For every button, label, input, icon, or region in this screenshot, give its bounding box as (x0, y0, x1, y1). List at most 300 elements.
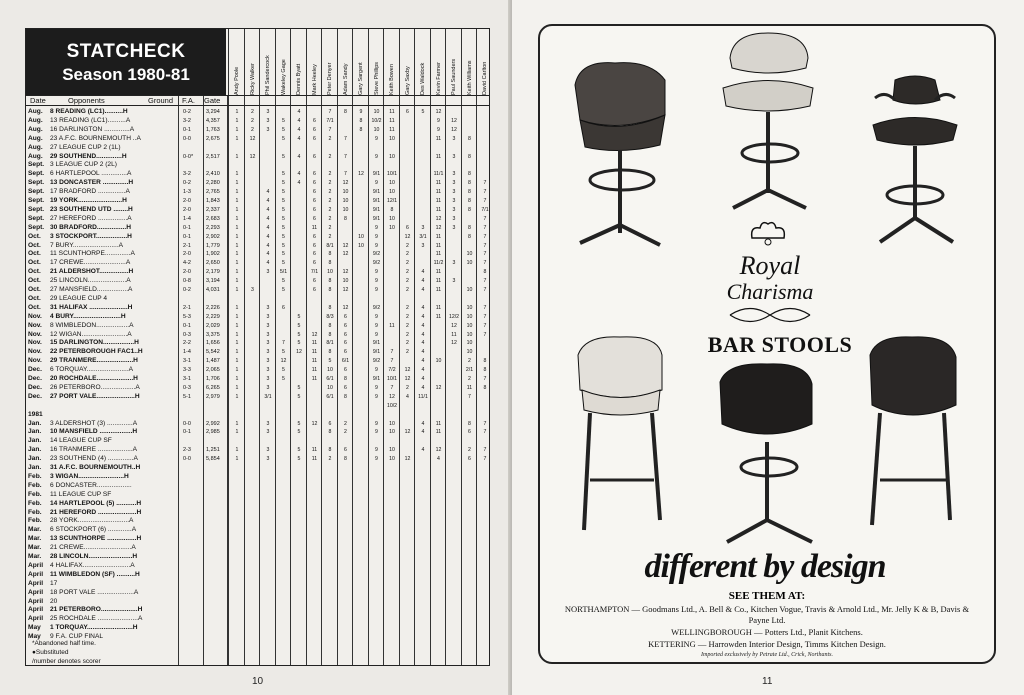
shirt-number: 7 (483, 198, 487, 204)
bar-stool-image-6 (862, 335, 962, 530)
shirt-number: 10 (466, 349, 473, 356)
shirt-number: 8 (344, 215, 347, 222)
match-gate: 2,985 (206, 429, 220, 436)
shirt-number: 3 (266, 420, 270, 427)
shirt-number: 10/1 (386, 171, 398, 178)
shirt-number: 10 (466, 313, 473, 320)
shirt-number: 10 (389, 456, 395, 463)
shirt-number: 6 (313, 171, 316, 178)
shirt-number: 5 (297, 322, 301, 329)
player-column-line (259, 29, 260, 665)
shirt-number: 7 (483, 180, 487, 187)
shirt-number: 11 (311, 456, 318, 463)
match-opponent: 16 DARLINGTON ..............A (50, 125, 135, 133)
match-opponent: 6 DONCASTER................... (50, 481, 132, 489)
brand-name-royal: Royal (739, 251, 801, 280)
player-column-line (430, 29, 431, 665)
match-score: 0-1 (183, 126, 191, 133)
shirt-number: 8 (328, 287, 332, 293)
shirt-number: 8 (328, 251, 332, 258)
shirt-number: 2 (328, 224, 332, 231)
player-column-line (275, 29, 276, 665)
match-opponent: 8 READING (LC1)..........H (50, 108, 128, 115)
match-opponent: 13 READING (LC1)..........A (50, 116, 131, 124)
match-gate: 4,357 (206, 117, 220, 124)
match-month: Nov. (28, 339, 42, 347)
shirt-number: 8/1 (326, 340, 334, 347)
match-month: Sept. (28, 179, 45, 187)
match-month: Oct. (28, 286, 41, 293)
shirt-number: 11 (389, 322, 395, 329)
shirt-number: 12 (342, 304, 349, 311)
shirt-number: 8/1 (326, 242, 334, 249)
shirt-number: 10 (389, 180, 395, 187)
shirt-number: 5 (282, 117, 285, 124)
shirt-number: 11 (435, 251, 442, 258)
match-score: 0-1 (183, 322, 191, 329)
match-month: Sept. (28, 188, 45, 196)
shirt-number: 7 (390, 384, 394, 391)
shirt-number: 5 (297, 447, 301, 454)
shirt-number: 2 (406, 251, 409, 258)
shirt-number: 9 (375, 233, 378, 240)
shirt-number: 7 (328, 109, 332, 115)
match-opponent: 28 YORK............................A (50, 517, 134, 525)
match-gate: 1,656 (206, 340, 220, 347)
match-month: April (28, 570, 44, 578)
shirt-number: 6 (468, 456, 471, 463)
shirt-number: 8 (328, 260, 332, 267)
shirt-number: 12 (311, 331, 318, 338)
shirt-number: 4 (266, 224, 270, 231)
player-name (416, 33, 427, 95)
shirt-number: 7 (483, 260, 487, 267)
player-name-text: Peter Denyer (327, 62, 333, 95)
match-month: Sept. (28, 205, 45, 213)
shirt-number: 11 (389, 117, 395, 124)
shirt-number: 9/2 (372, 304, 381, 311)
player-column-line (337, 29, 338, 665)
shirt-number: 12 (435, 384, 442, 391)
footnotes (32, 639, 101, 666)
shirt-number: 12 (311, 420, 318, 427)
match-gate: 2,765 (206, 189, 220, 196)
shirt-number: 12 (404, 233, 411, 240)
player-name (323, 33, 334, 95)
shirt-number: 7 (483, 224, 487, 231)
match-opponent: 9 F.A. CUP FINAL (50, 633, 104, 641)
shirt-number: 12 (342, 269, 349, 276)
shirt-number: 6 (344, 340, 347, 347)
match-gate: 2,293 (206, 224, 220, 231)
shirt-number: 11 (311, 358, 318, 365)
match-month: Aug. (28, 108, 43, 115)
shirt-number: 1 (235, 153, 239, 160)
player-name (261, 33, 272, 95)
shirt-number: 6 (468, 429, 471, 436)
match-month: April (28, 561, 44, 569)
shirt-number: 1 (235, 331, 239, 338)
stockists-northampton: NORTHAMPTON — Goodmans Ltd., A. Bell & Co., Kitchen Vogue, Travis & Arnold Ltd., Mr. Jelly K & B, Davis & Payne Ltd. (564, 604, 970, 625)
shirt-number: 1 (235, 171, 239, 178)
shirt-number: 4 (297, 180, 301, 187)
shirt-number: 3 (266, 304, 270, 311)
shirt-number: 2 (328, 233, 332, 240)
shirt-number: 12 (404, 456, 411, 463)
match-month: Sept. (28, 214, 45, 222)
match-opponent: 17 BRADFORD ...............A (50, 188, 130, 196)
shirt-number: 6 (344, 331, 347, 338)
shirt-number: 4 (297, 171, 301, 178)
shirt-number: 4 (421, 331, 425, 338)
shirt-number: 7 (483, 313, 487, 320)
shirt-number: 11 (435, 278, 442, 285)
match-score: 0-2 (183, 287, 191, 293)
match-month: Nov. (28, 330, 42, 338)
shirt-number: 2 (344, 429, 347, 436)
shirt-number: 4 (266, 242, 270, 249)
player-name (292, 33, 303, 95)
shirt-number: 12 (342, 251, 349, 258)
match-month: Dec. (28, 383, 42, 391)
match-gate: 2,650 (206, 260, 220, 267)
match-opponent: 26 PETERBORO...................A (50, 383, 140, 391)
match-score: 0-0* (183, 153, 194, 160)
shirt-number: 1 (235, 367, 239, 374)
match-opponent: 20 ROCHDALE....................H (50, 375, 138, 382)
shirt-number: 9/1 (372, 349, 381, 356)
match-opponent: 10 MANSFIELD ..................H (50, 428, 138, 436)
player-name-text: Phil Sandercock (265, 55, 271, 95)
shirt-number: 3 (452, 206, 456, 213)
shirt-number: 5 (282, 233, 285, 240)
match-opponent: 25 LINCOLN.....................A (50, 277, 131, 285)
match-month: Oct. (28, 232, 41, 240)
shirt-number: 12 (451, 126, 457, 133)
shirt-number: 11 (389, 109, 395, 115)
see-them-heading: SEE THEM AT: (728, 590, 806, 602)
match-opponent: 23 SOUTHEND (4) ..............A (50, 455, 138, 463)
shirt-number: 1 (235, 358, 239, 365)
shirt-number: 10 (342, 198, 349, 204)
shirt-number: 10/2 (371, 117, 382, 124)
match-gate: 2,992 (206, 420, 220, 427)
match-opponent: 29 SOUTHEND..............H (50, 152, 127, 160)
shirt-number: 7 (483, 215, 487, 222)
shirt-number: 4 (421, 447, 425, 454)
shirt-number: 2 (406, 340, 409, 347)
shirt-number: 6 (406, 109, 409, 115)
match-gate: 2,226 (206, 304, 220, 311)
match-opponent: 31 HALIFAX .....................H (50, 303, 133, 311)
shirt-number: 10 (466, 322, 473, 329)
shirt-number: 10 (327, 269, 333, 276)
match-score: 2-0 (183, 269, 191, 276)
shirt-number: 7/1 (326, 117, 334, 124)
shirt-number: 8 (344, 109, 347, 115)
shirt-number: 1 (235, 447, 239, 454)
shirt-number: 7 (390, 349, 394, 356)
shirt-number: 12 (389, 393, 395, 400)
bar-stool-image-3 (865, 70, 965, 250)
shirt-number: 3 (266, 269, 270, 276)
shirt-number: 10 (389, 447, 395, 454)
player-column-line (445, 29, 446, 665)
shirt-number: 4 (266, 198, 270, 204)
player-name-text: Paul Saunders (451, 58, 457, 95)
shirt-number: 11 (435, 304, 442, 311)
shirt-number: 5 (282, 180, 285, 187)
shirt-number: 10 (466, 304, 473, 311)
shirt-number: 12 (435, 215, 442, 222)
shirt-number: 12 (342, 287, 349, 293)
shirt-number: 11 (311, 340, 318, 347)
shirt-number: 4 (421, 287, 425, 293)
shirt-number: 3 (452, 171, 456, 178)
shirt-number: 2 (344, 420, 347, 427)
shirt-number: 9/1 (372, 215, 381, 222)
match-month: Dec. (28, 375, 42, 382)
shirt-number: 10 (342, 278, 349, 285)
shirt-number: 3 (452, 189, 456, 196)
shirt-number: 12 (404, 367, 411, 374)
match-opponent: 14 LEAGUE CUP SF (50, 437, 112, 445)
shirt-number: 3 (452, 260, 456, 267)
shirt-number: 11 (435, 233, 442, 240)
match-month: Nov. (28, 357, 42, 365)
match-gate: 4,031 (206, 287, 220, 293)
importer-note: Imported exclusively by Petrate Ltd., Crick, Northants. (701, 652, 833, 658)
match-opponent: 23 A.F.C. BOURNEMOUTH ..A (50, 134, 141, 142)
shirt-number: 11 (435, 189, 442, 196)
match-month: May (28, 633, 41, 641)
shirt-number: 2 (406, 384, 409, 391)
shirt-number: 1 (235, 287, 239, 293)
match-month: Mar. (28, 544, 42, 552)
match-month: Dec. (28, 392, 42, 400)
match-opponent: 27 HEREFORD ................A (50, 214, 132, 222)
shirt-number: 1 (235, 126, 239, 133)
shirt-number: 10 (358, 233, 364, 240)
player-column-line (321, 29, 322, 665)
player-name (308, 33, 319, 95)
player-column-line (476, 29, 477, 665)
shirt-number: 12 (249, 135, 256, 142)
shirt-number: 2 (328, 456, 332, 463)
shirt-number: 1 (235, 322, 239, 329)
shirt-number: 1 (235, 420, 239, 427)
shirt-number: 10 (466, 260, 473, 267)
footnote-scorer: /number denotes scorer (32, 658, 101, 665)
match-gate: 2,179 (206, 269, 220, 276)
shirt-number: 4 (421, 358, 425, 365)
shirt-number: 8 (468, 180, 471, 187)
shirt-number: 5 (297, 340, 301, 347)
shirt-number: 5 (282, 171, 285, 178)
shirt-number: 7 (483, 322, 487, 329)
match-month: 1981 (28, 410, 43, 418)
shirt-number: 12 (451, 117, 457, 124)
match-gate: 2,683 (206, 215, 220, 222)
shirt-number: 2 (406, 313, 409, 320)
match-gate: 2,029 (206, 322, 220, 329)
shirt-number: 1 (235, 384, 239, 391)
shirt-number: 9 (375, 287, 378, 293)
match-month: Nov. (28, 312, 42, 320)
match-score: 1-4 (183, 349, 191, 356)
match-opponent: 16 TRANMERE ...................A (50, 446, 138, 454)
shirt-number: 1 (235, 260, 239, 267)
player-name-text: Adam Sandy (342, 63, 349, 95)
shirt-number: 10 (466, 251, 473, 258)
match-opponent: 3 STOCKPORT.................H (50, 232, 132, 240)
shirt-number: 10 (327, 384, 333, 391)
shirt-number: 5 (282, 224, 285, 231)
season-title: Season 1980-81 (62, 65, 190, 84)
shirt-number: 11 (435, 287, 442, 293)
shirt-number: 6 (344, 447, 347, 454)
shirt-number: 3 (266, 429, 270, 436)
shirt-number: 9 (375, 224, 378, 231)
shirt-number: 7 (483, 456, 487, 463)
match-opponent: 13 DONCASTER ..............H (50, 179, 134, 187)
shirt-number: 1 (235, 393, 239, 400)
match-score: 0-1 (183, 224, 191, 231)
match-month: April (28, 606, 44, 614)
shirt-number: 10 (389, 215, 395, 222)
match-month: Aug. (28, 152, 43, 160)
shirt-number: 9 (375, 384, 378, 391)
shirt-number: 2 (328, 153, 332, 160)
match-month: Oct. (28, 259, 41, 267)
shirt-number: 8 (344, 456, 347, 463)
match-month: Nov. (28, 321, 42, 329)
match-month: Nov. (28, 348, 42, 356)
match-month: Aug. (28, 125, 43, 133)
match-month: Feb. (28, 499, 42, 507)
match-gate: 1,487 (206, 358, 220, 365)
match-month: April (28, 615, 44, 623)
shirt-number: 3 (266, 331, 270, 338)
shirt-number: 2 (406, 269, 409, 276)
shirt-number: 6 (313, 198, 316, 204)
match-gate: 1,763 (206, 126, 220, 133)
column-divider (203, 95, 204, 665)
shirt-number: 5 (297, 393, 301, 400)
match-month: Mar. (28, 535, 42, 543)
shirt-number: 8 (328, 322, 332, 329)
match-opponent: 11 WIMBLEDON (SF) ..........H (50, 570, 140, 578)
shirt-number: 8 (468, 206, 471, 213)
shirt-number: 5 (282, 153, 285, 160)
shirt-number: 9 (375, 135, 378, 142)
statcheck-title: STATCHECK (66, 41, 186, 62)
shirt-number: 4 (421, 420, 425, 427)
shirt-number: 2 (251, 109, 254, 115)
player-column-line (352, 29, 353, 665)
shirt-number: 9 (375, 331, 378, 338)
shirt-number: 7 (344, 135, 347, 142)
shirt-number: 9 (375, 447, 378, 454)
match-month: Sept. (28, 223, 45, 231)
shirt-number: 7 (483, 376, 487, 382)
player-column-line (306, 29, 307, 665)
shirt-number: 10 (342, 206, 349, 213)
match-opponent: 19 YORK........................H (50, 197, 127, 204)
shirt-number: 7 (483, 242, 487, 249)
match-month: Jan. (28, 437, 42, 445)
shirt-number: 1 (235, 269, 239, 276)
shirt-number: 4 (406, 393, 409, 400)
match-gate: 3,375 (206, 331, 220, 338)
shirt-number: 6 (282, 304, 285, 311)
match-month: Aug. (28, 143, 43, 151)
match-score: 0-2 (183, 180, 191, 187)
shirt-number: 4 (421, 376, 425, 382)
shirt-number: 4 (421, 313, 425, 320)
shirt-number: 7 (483, 420, 487, 427)
shirt-number: 8 (359, 117, 363, 124)
shirt-number: 2 (328, 171, 332, 178)
shirt-number: 10 (342, 189, 349, 196)
shirt-number: 8 (328, 429, 332, 436)
match-opponent: 18 PORT VALE ....................A (50, 588, 139, 596)
slogan: different by design (644, 548, 886, 585)
match-gate: 2,675 (206, 135, 220, 142)
match-month: Oct. (28, 303, 41, 311)
match-month: Feb. (28, 508, 42, 516)
shirt-number: 10 (466, 340, 473, 347)
shirt-number: 9/1 (372, 171, 381, 178)
shirt-number: 7 (483, 331, 487, 338)
player-column-line (244, 29, 245, 665)
shirt-number: 3 (266, 340, 270, 347)
match-month: Oct. (28, 294, 41, 302)
match-gate: 1,902 (206, 251, 220, 258)
shirt-number: 1 (235, 109, 239, 115)
shirt-number: 9 (437, 117, 440, 124)
match-month: Feb. (28, 481, 42, 489)
shirt-number: 8 (344, 376, 347, 382)
shirt-number: 5/1 (279, 269, 288, 276)
player-name-text: David Carlton (482, 61, 488, 95)
shirt-number: 8 (468, 189, 471, 196)
shirt-number: 11 (435, 206, 442, 213)
shirt-number: 11 (311, 367, 318, 374)
shirt-number: 4 (266, 260, 270, 267)
player-name (230, 33, 241, 95)
shirt-number: 7 (483, 189, 487, 196)
player-name-text: Wakeley Gage (280, 59, 287, 95)
match-gate: 2,902 (206, 233, 220, 240)
shirt-number: 2 (328, 180, 332, 187)
shirt-number: 7/1 (310, 269, 319, 276)
shirt-number: 4 (266, 233, 270, 240)
match-month: Oct. (28, 277, 41, 285)
shirt-number: 10 (389, 153, 395, 160)
shirt-number: 9 (375, 429, 378, 436)
stockists-wellingborough: WELLINGBOROUGH — Potters Ltd., Planit Kitchens. (671, 627, 863, 637)
shirt-number: 9 (375, 420, 378, 427)
shirt-number: 8 (468, 233, 471, 240)
shirt-number: 12 (249, 153, 256, 160)
shirt-number: 6 (313, 260, 316, 267)
shirt-number: 9 (375, 393, 378, 400)
bar-stool-image-2 (718, 28, 818, 213)
shirt-number: 4 (421, 384, 425, 391)
shirt-number: 8 (344, 393, 347, 400)
shirt-number: 3/1 (264, 393, 272, 400)
